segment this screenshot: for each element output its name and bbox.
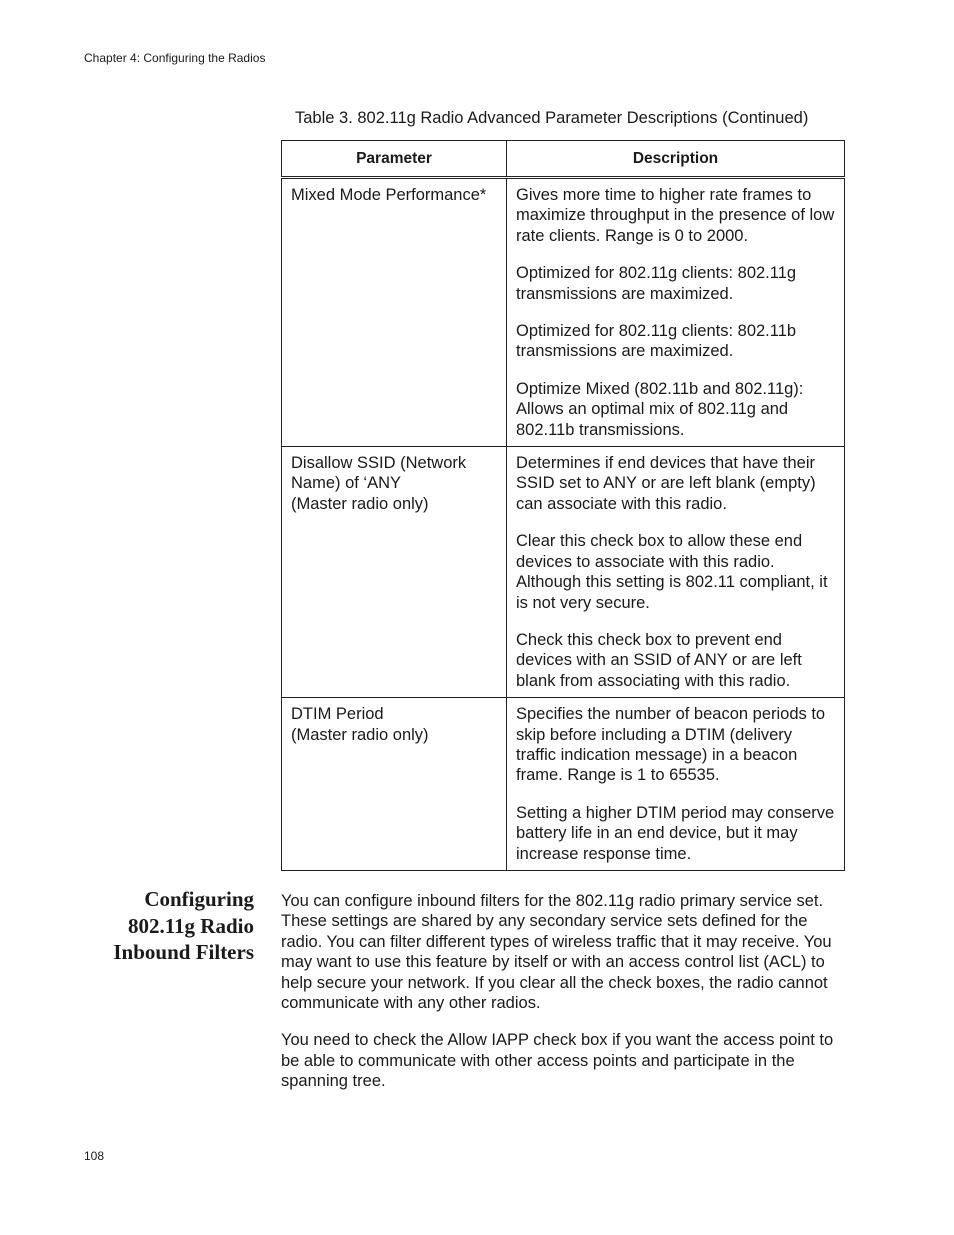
table-header-row: [282, 141, 845, 178]
table-caption: Table 3. 802.11g Radio Advanced Parameter Descriptions (Continued): [295, 109, 809, 127]
description-paragraph: Specifies the number of beacon periods to skip before including a DTIM (delivery traffic indication message) in a beacon frame. Range is 1 to 65535.: [516, 705, 826, 785]
description-paragraph: Gives more time to higher rate frames to maximize throughput in the presence of low rate clients. Range is 0 to 2000.: [516, 186, 835, 245]
description-paragraph: Optimized for 802.11g clients: 802.11g transmissions are maximized.: [516, 264, 797, 303]
table-row: [282, 178, 845, 447]
description-cell: [507, 447, 845, 698]
description-paragraph: Optimize Mixed (802.11b and 802.11g): Allows an optimal mix of 802.11g and 802.11b transmissions.: [516, 379, 804, 439]
description-paragraph: Setting a higher DTIM period may conserve battery life in an end device, but it may increase response time.: [516, 803, 835, 863]
column-header-description: Description: [507, 141, 845, 178]
parameter-cell: DTIM Period (Master radio only): [282, 698, 507, 871]
description-paragraph: Clear this check box to allow these end devices to associate with this radio. Although this setting is 802.11 compliant, it is not very secure.: [516, 532, 828, 612]
running-header: Chapter 4: Configuring the Radios: [84, 51, 266, 65]
section-heading-line: Configuring: [144, 887, 254, 911]
table-row: [282, 698, 845, 871]
page-number: 108: [84, 1149, 105, 1163]
body-paragraph: You need to check the Allow IAPP check box if you want the access point to be able to communicate with other access points and participate in the spanning tree.: [281, 1031, 834, 1091]
description-paragraph: Determines if end devices that have their SSID set to ANY or are left blank (empty) can associate with this radio.: [516, 454, 816, 513]
parameter-cell: Disallow SSID (Network Name) of ‘ANY (Master radio only): [282, 447, 507, 698]
table-row: [282, 447, 845, 698]
parameter-table: [281, 140, 845, 871]
section-body: [281, 891, 847, 1109]
body-paragraph: You can configure inbound filters for the 802.11g radio primary service set. These settings are shared by any secondary service sets defined for the radio. You can filter different types of wireless traffic that it may receive. You may want to use this feature by itself or with an access control list (ACL) to help secure your network. If you clear all the check boxes, the radio cannot communicate with any other radios.: [281, 892, 832, 1013]
section-heading-line: 802.11g Radio: [127, 913, 254, 938]
section-heading-line: Inbound Filters: [113, 940, 254, 964]
section-heading: [96, 886, 254, 966]
description-paragraph: Optimized for 802.11g clients: 802.11b transmissions are maximized.: [516, 322, 797, 361]
description-cell: [507, 178, 845, 447]
description-paragraph: Check this check box to prevent end devices with an SSID of ANY or are left blank from associating with this radio.: [516, 630, 802, 690]
parameter-cell: Mixed Mode Performance*: [282, 178, 507, 447]
column-header-parameter: Parameter: [282, 141, 507, 178]
description-cell: [507, 698, 845, 871]
